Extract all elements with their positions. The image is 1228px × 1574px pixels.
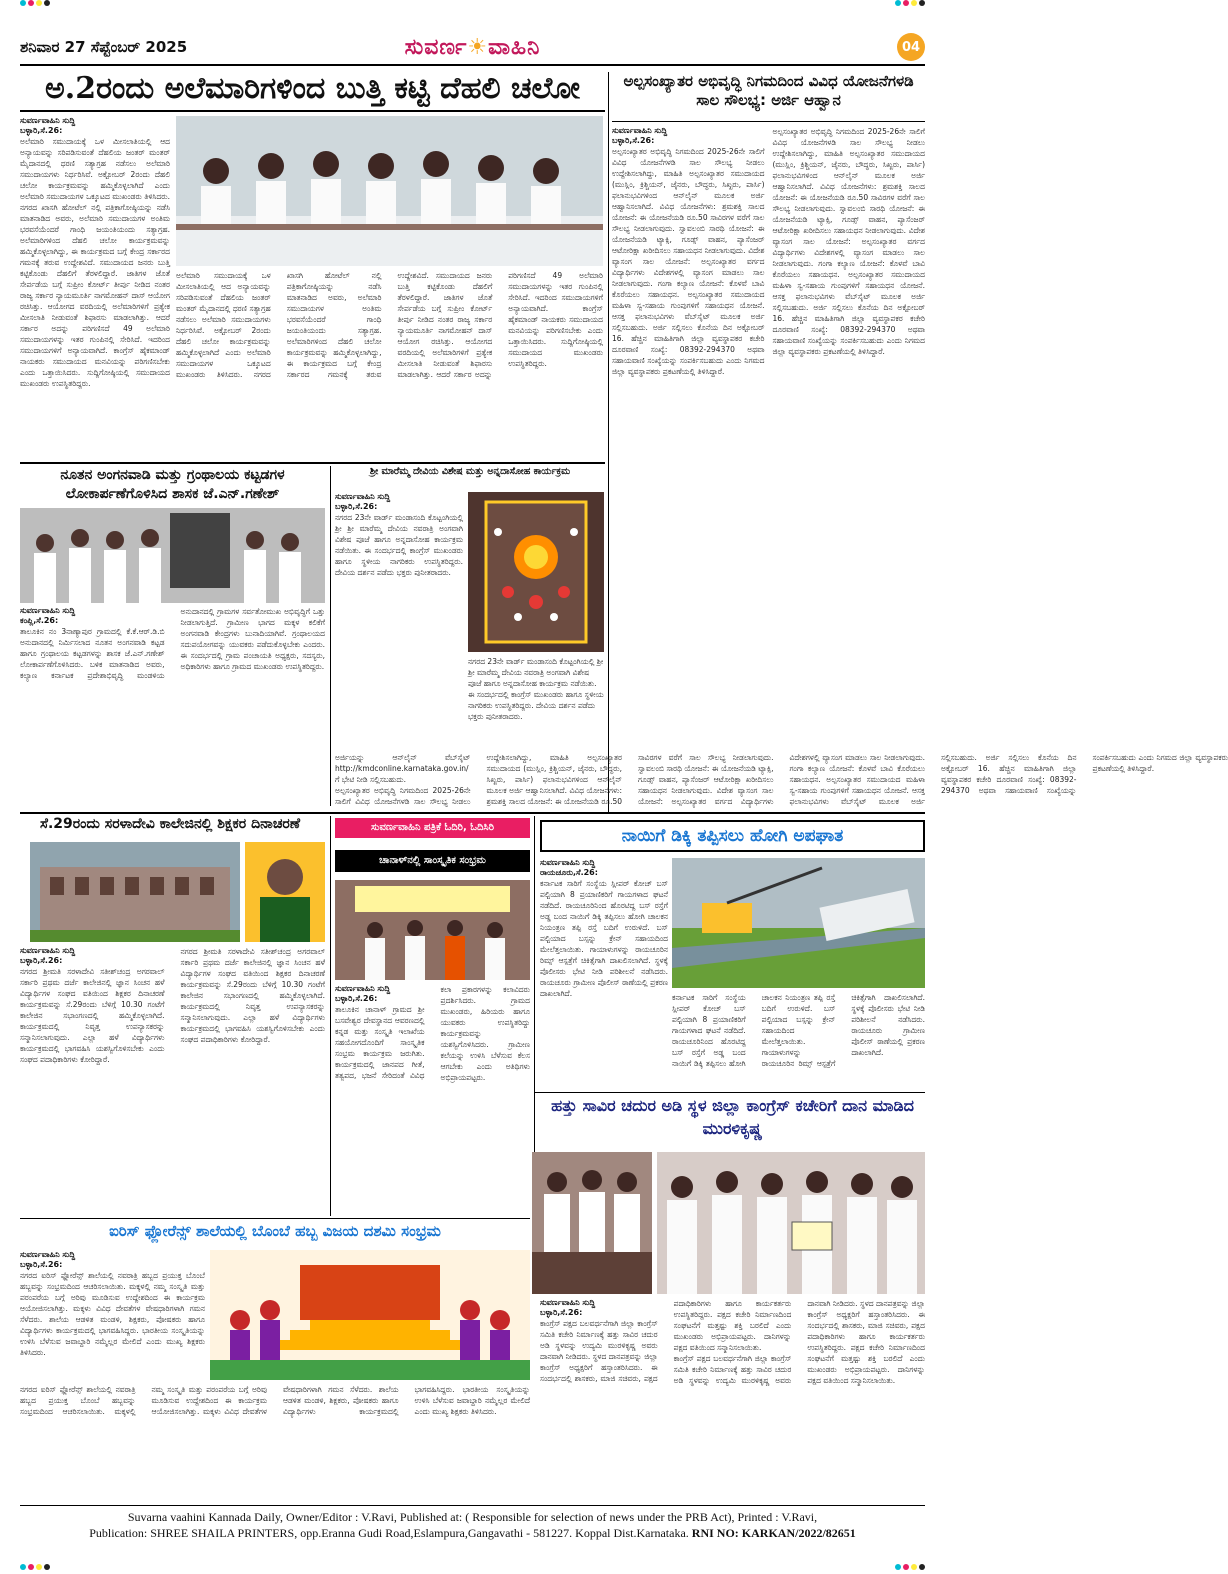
main-story-continued <box>176 270 603 460</box>
main-body-cont: ಅಲೆಮಾರಿ ಸಮುದಾಯಕ್ಕೆ ಒಳ ಮೀಸಲಾತಿಯಲ್ಲಿ ಆದ ಅನ್ಯಾಯವನ್ನು ಸರಿಪಡಿಸುವಂತೆ ದೆಹಲಿಯ ಜಂತರ್ ಮಂತರ್ ಮೈದಾನದಲ್ಲಿ ಧರಣಿ ಸತ್ಯಾಗ್ರಹ ನಡೆಸಲು ಅಲೆಮಾರಿ ಸಮುದಾಯಗಳು ನಿರ್ಧರಿಸಿವೆ. ಅಕ್ಟೋಬರ್ 2ರಂದು ದೆಹಲಿ ಚಲೋ ಕಾರ್ಯಕ್ರಮವನ್ನು ಹಮ್ಮಿಕೊಳ್ಳಲಾಗಿದೆ ಎಂದು ಅಲೆಮಾರಿ ಸಮುದಾಯಗಳ ಒಕ್ಕೂಟದ ಮುಖಂಡರು ತಿಳಿಸಿದರು. ನಗರದ ಖಾಸಗಿ ಹೋಟೆಲ್ ನಲ್ಲಿ ಪತ್ರಿಕಾಗೋಷ್ಠಿಯನ್ನು ನಡೆಸಿ ಮಾತನಾಡಿದ ಅವರು, ಅಲೆಮಾರಿ ಸಮುದಾಯಗಳ ಅಂತಿಮ ಭರವಸೆಯೆಂದರೆ ಗಾಂಧಿ ಜಯಂತಿಯಂದು ಸತ್ಯಾಗ್ರಹ. ಅಲೆಮಾರಿಗಳಿಂದ ದೆಹಲಿ ಚಲೋ ಕಾರ್ಯಕ್ರಮವನ್ನು ಹಮ್ಮಿಕೊಳ್ಳಲಾಗಿದ್ದು, ಈ ಕಾರ್ಯಕ್ರಮದ ಬಗ್ಗೆ ಕೇಂದ್ರ ಸರ್ಕಾರದ ಗಮನಕ್ಕೆ ತರುವ ಉದ್ದೇಶವಿದೆ. ಸಮುದಾಯದ ಜನರು ಬುತ್ತಿ ಕಟ್ಟಿಕೊಂಡು ದೆಹಲಿಗೆ ತೆರಳಲಿದ್ದಾರೆ. ಜಾತಿಗಳ ಜೊತೆ ಸೇರ್ಪಡೆಯ ಬಗ್ಗೆ ಸುಪ್ರೀಂ ಕೋರ್ಟ್ ತೀರ್ಪು ನೀಡಿದ ನಂತರ ರಾಜ್ಯ ಸರ್ಕಾರ ನ್ಯಾಯಮೂರ್ತಿ ನಾಗಮೋಹನ್ ದಾಸ್ ಆಯೋಗ ರಚಿಸಿತ್ತು. ಆಯೋಗದ ವರದಿಯಲ್ಲಿ ಅಲೆಮಾರಿಗಳಿಗೆ ಪ್ರತ್ಯೇಕ ಮೀಸಲಾತಿ ನೀಡುವಂತೆ ಶಿಫಾರಸು ಮಾಡಲಾಗಿತ್ತು. ಆದರೆ ಸರ್ಕಾರ ಅದನ್ನು ಪರಿಗಣಿಸದೆ 49 ಅಲೆಮಾರಿ ಸಮುದಾಯಗಳನ್ನು ಇತರ ಗುಂಪಿನಲ್ಲಿ ಸೇರಿಸಿದೆ. ಇದರಿಂದ ಸಮುದಾಯಗಳಿಗೆ ಅನ್ಯಾಯವಾಗಿದೆ. ಕಾಂಗ್ರೆಸ್ ಹೈಕಮಾಂಡ್ ನಾಯಕರು ಸಮುದಾಯದ ಮನವಿಯನ್ನು ಪರಿಗಣಿಸಬೇಕು ಎಂದು ಒತ್ತಾಯಿಸಿದರು. ಸುದ್ದಿಗೋಷ್ಠಿಯಲ್ಲಿ ಸಮುದಾಯದ ಮುಖಂಡರು ಉಪಸ್ಥಿತರಿದ್ದರು. <box>176 271 603 379</box>
dolls-headline-box <box>20 1220 530 1244</box>
loans-body-more: ಅಲ್ಪಸಂಖ್ಯಾತರ ಅಭಿವೃದ್ಧಿ ನಿಗಮದಿಂದ 2025-26ನೇ ಸಾಲಿಗೆ ವಿವಿಧ ಯೋಜನೆಗಳಡಿ ಸಾಲ ಸೌಲಭ್ಯ ನೀಡಲು ಉದ್ದೇಶಿಸಲಾಗಿದ್ದು, ಮಾಹಿತಿ ಅಲ್ಪಸಂಖ್ಯಾತರ ಸಮುದಾಯದ (ಮುಸ್ಲಿಂ, ಕ್ರಿಶ್ಚಿಯನ್, ಜೈನರು, ಬೌದ್ಧರು, ಸಿಖ್ಖರು, ಪಾರ್ಸಿ) ಫಲಾನುಭವಿಗಳಿಂದ ಆನ್‌ಲೈನ್ ಮೂಲಕ ಅರ್ಜಿ ಆಹ್ವಾನಿಸಲಾಗಿದೆ. ವಿವಿಧ ಯೋಜನೆಗಳು: ಶ್ರಮಶಕ್ತಿ ಸಾಲದ ಯೋಜನೆ: ಈ ಯೋಜನೆಯಡಿ ರೂ.50 ಸಾವಿರಗಳ ವರೆಗೆ ಸಾಲ ಸೌಲಭ್ಯ ನೀಡಲಾಗುವುದು. ಸ್ವಾವಲಂಬಿ ಸಾರಥಿ ಯೋಜನೆ: ಈ ಯೋಜನೆಯಡಿ ಟ್ಯಾಕ್ಸಿ, ಗೂಡ್ಸ್ ವಾಹನ, ಪ್ಯಾಸೆಂಜರ್ ಆಟೋರಿಕ್ಷಾ ಖರೀದಿಸಲು ಸಹಾಯಧನ ನೀಡಲಾಗುವುದು. ವಿದೇಶ ವ್ಯಾಸಂಗ ಸಾಲ ಯೋಜನೆ: ಅಲ್ಪಸಂಖ್ಯಾತರ ವರ್ಗದ ವಿದ್ಯಾರ್ಥಿಗಳು ವಿದೇಶಗಳಲ್ಲಿ ವ್ಯಾಸಂಗ ಮಾಡಲು ಸಾಲ ನೀಡಲಾಗುವುದು. ಗಂಗಾ ಕಲ್ಯಾಣ ಯೋಜನೆ: ಕೊಳವೆ ಬಾವಿ ಕೊರೆಯಲು ಸಹಾಯಧನ. ಅಲ್ಪಸಂಖ್ಯಾತರ ಸಮುದಾಯದ ಮಹಿಳಾ ಸ್ವ-ಸಹಾಯ ಗುಂಪುಗಳಿಗೆ ಸಹಾಯಧನ ಯೋಜನೆ. ಆಸಕ್ತ ಫಲಾನುಭವಿಗಳು ವೆಬ್‌ಸೈಟ್ ಮೂಲಕ ಅರ್ಜಿ ಸಲ್ಲಿಸಬಹುದು. ಅರ್ಜಿ ಸಲ್ಲಿಸಲು ಕೊನೆಯ ದಿನ ಅಕ್ಟೋಬರ್ 16. ಹೆಚ್ಚಿನ ಮಾಹಿತಿಗಾಗಿ ಜಿಲ್ಲಾ ವ್ಯವಸ್ಥಾಪಕರ ಕಚೇರಿ ದೂರವಾಣಿ ಸಂಖ್ಯೆ: 08392-294370 ಅಥವಾ ಸಹಾಯವಾಣಿ ಸಂಖ್ಯೆಯನ್ನು ಸಂಪರ್ಕಿಸಬಹುದು ಎಂದು ನಿಗಮದ ಜಿಲ್ಲಾ ವ್ಯವಸ್ಥಾಪಕರು ಪ್ರಕಟಣೆಯಲ್ಲಿ ತಿಳಿಸಿದ್ದಾರೆ. <box>772 127 925 356</box>
loans-story <box>612 126 925 748</box>
loans-dateline: ಬಳ್ಳಾರಿ,ಸೆ.26: <box>612 136 655 145</box>
speaker-portrait <box>245 842 325 942</box>
temple-body: ನಗರದ 23ನೇ ವಾರ್ಡ್ ಮಂಡಾಸಂದಿ ಕೊಟ್ಟಂಗಿಯಲ್ಲಿ ಶ್ರೀ ಶ್ರೀ ಮಾರೆಮ್ಮ ದೇವಿಯ ನವರಾತ್ರಿ ಅಂಗವಾಗಿ ವಿಶೇಷ ಪೂಜೆ ಹಾಗೂ ಅನ್ನದಾಸೋಹ ಕಾರ್ಯಕ್ರಮ ನಡೆಯಿತು. ಈ ಸಂದರ್ಭದಲ್ಲಿ ಕಾಂಗ್ರೆಸ್ ಮುಖಂಡರು ಹಾಗೂ ಸ್ಥಳೀಯ ನಾಗರಿಕರು ಉಪಸ್ಥಿತರಿದ್ದರು. ದೇವಿಯ ದರ್ಶನ ಪಡೆದು ಭಕ್ತರು ಪುನೀತರಾದರು. <box>335 513 463 577</box>
teachers-dateline: ಬಳ್ಳಾರಿ,ಸೆ.26: <box>20 956 63 965</box>
imprint-line-1: Suvarna vaahini Kannada Daily, Owner/Editor : V.Ravi, Published at: ( Responsible for selection of news under the PRB Act), Printed : V.Ravi, <box>127 1510 818 1524</box>
loans-headline-box <box>612 72 925 120</box>
main-headline: ಅ.2ರಂದು ಅಲೆಮಾರಿಗಳಿಂದ ಬುತ್ತಿ ಕಟ್ಟಿ ದೆಹಲಿ ಚಲೋ <box>45 71 580 106</box>
bus-accident-photo <box>672 858 925 988</box>
issue-date: ಶನಿವಾರ 27 ಸೆಪ್ಟೆಂಬರ್ 2025 <box>20 38 188 56</box>
loans-web-note: ಅರ್ಜಿಯನ್ನು ಆನ್‌ಲೈನ್ ವೆಬ್‌ಸೈಟ್ http://kmdconline.karnataka.gov.in/ ಗೆ ಭೇಟಿ ನೀಡಿ ಸಲ್ಲಿಸಬಹುದು. <box>335 753 471 784</box>
newspaper-logo <box>260 35 685 60</box>
donation-headline-box <box>540 1094 925 1146</box>
main-body: ಅಲೆಮಾರಿ ಸಮುದಾಯಕ್ಕೆ ಒಳ ಮೀಸಲಾತಿಯಲ್ಲಿ ಆದ ಅನ್ಯಾಯವನ್ನು ಸರಿಪಡಿಸುವಂತೆ ದೆಹಲಿಯ ಜಂತರ್ ಮಂತರ್ ಮೈದಾನದಲ್ಲಿ ಧರಣಿ ಸತ್ಯಾಗ್ರಹ ನಡೆಸಲು ಅಲೆಮಾರಿ ಸಮುದಾಯಗಳು ನಿರ್ಧರಿಸಿವೆ. ಅಕ್ಟೋಬರ್ 2ರಂದು ದೆಹಲಿ ಚಲೋ ಕಾರ್ಯಕ್ರಮವನ್ನು ಹಮ್ಮಿಕೊಳ್ಳಲಾಗಿದೆ ಎಂದು ಅಲೆಮಾರಿ ಸಮುದಾಯಗಳ ಒಕ್ಕೂಟದ ಮುಖಂಡರು ತಿಳಿಸಿದರು. ನಗರದ ಖಾಸಗಿ ಹೋಟೆಲ್ ನಲ್ಲಿ ಪತ್ರಿಕಾಗೋಷ್ಠಿಯನ್ನು ನಡೆಸಿ ಮಾತನಾಡಿದ ಅವರು, ಅಲೆಮಾರಿ ಸಮುದಾಯಗಳ ಅಂತಿಮ ಭರವಸೆಯೆಂದರೆ ಗಾಂಧಿ ಜಯಂತಿಯಂದು ಸತ್ಯಾಗ್ರಹ. ಅಲೆಮಾರಿಗಳಿಂದ ದೆಹಲಿ ಚಲೋ ಕಾರ್ಯಕ್ರಮವನ್ನು ಹಮ್ಮಿಕೊಳ್ಳಲಾಗಿದ್ದು, ಈ ಕಾರ್ಯಕ್ರಮದ ಬಗ್ಗೆ ಕೇಂದ್ರ ಸರ್ಕಾರದ ಗಮನಕ್ಕೆ ತರುವ ಉದ್ದೇಶವಿದೆ. ಸಮುದಾಯದ ಜನರು ಬುತ್ತಿ ಕಟ್ಟಿಕೊಂಡು ದೆಹಲಿಗೆ ತೆರಳಲಿದ್ದಾರೆ. ಜಾತಿಗಳ ಜೊತೆ ಸೇರ್ಪಡೆಯ ಬಗ್ಗೆ ಸುಪ್ರೀಂ ಕೋರ್ಟ್ ತೀರ್ಪು ನೀಡಿದ ನಂತರ ರಾಜ್ಯ ಸರ್ಕಾರ ನ್ಯಾಯಮೂರ್ತಿ ನಾಗಮೋಹನ್ ದಾಸ್ ಆಯೋಗ ರಚಿಸಿತ್ತು. ಆಯೋಗದ ವರದಿಯಲ್ಲಿ ಅಲೆಮಾರಿಗಳಿಗೆ ಪ್ರತ್ಯೇಕ ಮೀಸಲಾತಿ ನೀಡುವಂತೆ ಶಿಫಾರಸು ಮಾಡಲಾಗಿತ್ತು. ಆದರೆ ಸರ್ಕಾರ ಅದನ್ನು ಪರಿಗಣಿಸದೆ 49 ಅಲೆಮಾರಿ ಸಮುದಾಯಗಳನ್ನು ಇತರ ಗುಂಪಿನಲ್ಲಿ ಸೇರಿಸಿದೆ. ಇದರಿಂದ ಸಮುದಾಯಗಳಿಗೆ ಅನ್ಯಾಯವಾಗಿದೆ. ಕಾಂಗ್ರೆಸ್ ಹೈಕಮಾಂಡ್ ನಾಯಕರು ಸಮುದಾಯದ ಮನವಿಯನ್ನು ಪರಿಗಣಿಸಬೇಕು ಎಂದು ಒತ್ತಾಯಿಸಿದರು. ಸುದ್ದಿಗೋಷ್ಠಿಯಲ್ಲಿ ಸಮುದಾಯದ ಮುಖಂಡರು ಉಪಸ್ಥಿತರಿದ್ದರು. <box>20 137 170 388</box>
logo-text-right: ವಾಹಿನಿ <box>488 34 541 60</box>
donation-body-more: ಕಾಂಗ್ರೆಸ್ ಪಕ್ಷದ ಬಲವರ್ಧನೆಗಾಗಿ ಜಿಲ್ಲಾ ಕಾಂಗ್ರೆಸ್ ಸಮಿತಿ ಕಚೇರಿ ನಿರ್ಮಾಣಕ್ಕೆ ಹತ್ತು ಸಾವಿರ ಚದುರ ಅಡಿ ಸ್ಥಳವನ್ನು ಉದ್ಯಮಿ ಮುರಳಿಕೃಷ್ಣ ಅವರು ದಾನವಾಗಿ ನೀಡಿದರು. ಸ್ಥಳದ ದಾನಪತ್ರವನ್ನು ಜಿಲ್ಲಾ ಕಾಂಗ್ರೆಸ್ ಅಧ್ಯಕ್ಷರಿಗೆ ಹಸ್ತಾಂತರಿಸಿದರು. ಈ ಸಂದರ್ಭದಲ್ಲಿ ಶಾಸಕರು, ಮಾಜಿ ಸಚಿವರು, ಪಕ್ಷದ ಪದಾಧಿಕಾರಿಗಳು ಹಾಗೂ ಕಾರ್ಯಕರ್ತರು ಉಪಸ್ಥಿತರಿದ್ದರು. ಪಕ್ಷದ ಕಚೇರಿ ನಿರ್ಮಾಣದಿಂದ ಸಂಘಟನೆಗೆ ಮತ್ತಷ್ಟು ಶಕ್ತಿ ಬರಲಿದೆ ಎಂದು ಮುಖಂಡರು ಅಭಿಪ್ರಾಯಪಟ್ಟರು. ದಾನಿಗಳನ್ನು ಪಕ್ಷದ ವತಿಯಿಂದ ಸನ್ಮಾನಿಸಲಾಯಿತು. <box>673 1299 925 1385</box>
loans-story-tail <box>335 752 1228 812</box>
chanal-story <box>335 984 530 1216</box>
chanal-dateline: ಬಳ್ಳಾರಿ,ಸೆ.26: <box>335 994 378 1003</box>
teachers-body: ನಗರದ ಶ್ರೀಮತಿ ಸರಳಾದೇವಿ ಸತೀಶ್‌ಚಂದ್ರ ಅಗರವಾಲ್ ಸರ್ಕಾರಿ ಪ್ರಥಮ ದರ್ಜೆ ಕಾಲೇಜಿನಲ್ಲಿ ಜ್ಞಾನ ಸಿಂಚನ ಹಳೆ ವಿದ್ಯಾರ್ಥಿಗಳ ಸಂಘದ ವತಿಯಿಂದ ಶಿಕ್ಷಕರ ದಿನಾಚರಣೆ ಕಾರ್ಯಕ್ರಮವನ್ನು ಸೆ.29ರಂದು ಬೆಳಿಗ್ಗೆ 10.30 ಗಂಟೆಗೆ ಕಾಲೇಜಿನ ಸಭಾಂಗಣದಲ್ಲಿ ಹಮ್ಮಿಕೊಳ್ಳಲಾಗಿದೆ. ಕಾರ್ಯಕ್ರಮದಲ್ಲಿ ನಿವೃತ್ತ ಉಪನ್ಯಾಸಕರನ್ನು ಸನ್ಮಾನಿಸಲಾಗುವುದು. ಎಲ್ಲಾ ಹಳೆ ವಿದ್ಯಾರ್ಥಿಗಳು ಕಾರ್ಯಕ್ರಮದಲ್ಲಿ ಭಾಗವಹಿಸಿ ಯಶಸ್ವಿಗೊಳಿಸಬೇಕು ಎಂದು ಸಂಘದ ಪದಾಧಿಕಾರಿಗಳು ಕೋರಿದ್ದಾರೆ. <box>20 967 165 1064</box>
accident-story-cont <box>672 992 925 1088</box>
loans-headline: ಅಲ್ಪಸಂಖ್ಯಾತರ ಅಭಿವೃದ್ಧಿ ನಿಗಮದಿಂದ ವಿವಿಧ ಯೋಜನೆಗಳಡಿ ಸಾಲ ಸೌಲಭ್ಯ: ಅರ್ಜಿ ಆಹ್ವಾನ <box>623 72 914 109</box>
temple-deity-photo <box>468 492 604 652</box>
dolls-headline: ಐರಿಸ್ ಫ್ಲೋರೆನ್ಸ್ ಶಾಲೆಯಲ್ಲಿ ಬೊಂಬೆ ಹಬ್ಬ ವಿಜಯ ದಶಮಿ ಸಂಭ್ರಮ <box>109 1222 441 1240</box>
donation-photo-left <box>532 1152 652 1294</box>
dolls-story-bottom <box>20 1384 530 1502</box>
masthead <box>20 30 925 66</box>
main-story-col1 <box>20 116 170 460</box>
loans-body: ಅಲ್ಪಸಂಖ್ಯಾತರ ಅಭಿವೃದ್ಧಿ ನಿಗಮದಿಂದ 2025-26ನೇ ಸಾಲಿಗೆ ವಿವಿಧ ಯೋಜನೆಗಳಡಿ ಸಾಲ ಸೌಲಭ್ಯ ನೀಡಲು ಉದ್ದೇಶಿಸಲಾಗಿದ್ದು, ಮಾಹಿತಿ ಅಲ್ಪಸಂಖ್ಯಾತರ ಸಮುದಾಯದ (ಮುಸ್ಲಿಂ, ಕ್ರಿಶ್ಚಿಯನ್, ಜೈನರು, ಬೌದ್ಧರು, ಸಿಖ್ಖರು, ಪಾರ್ಸಿ) ಫಲಾನುಭವಿಗಳಿಂದ ಆನ್‌ಲೈನ್ ಮೂಲಕ ಅರ್ಜಿ ಆಹ್ವಾನಿಸಲಾಗಿದೆ. ವಿವಿಧ ಯೋಜನೆಗಳು: ಶ್ರಮಶಕ್ತಿ ಸಾಲದ ಯೋಜನೆ: ಈ ಯೋಜನೆಯಡಿ ರೂ.50 ಸಾವಿರಗಳ ವರೆಗೆ ಸಾಲ ಸೌಲಭ್ಯ ನೀಡಲಾಗುವುದು. ಸ್ವಾವಲಂಬಿ ಸಾರಥಿ ಯೋಜನೆ: ಈ ಯೋಜನೆಯಡಿ ಟ್ಯಾಕ್ಸಿ, ಗೂಡ್ಸ್ ವಾಹನ, ಪ್ಯಾಸೆಂಜರ್ ಆಟೋರಿಕ್ಷಾ ಖರೀದಿಸಲು ಸಹಾಯಧನ ನೀಡಲಾಗುವುದು. ವಿದೇಶ ವ್ಯಾಸಂಗ ಸಾಲ ಯೋಜನೆ: ಅಲ್ಪಸಂಖ್ಯಾತರ ವರ್ಗದ ವಿದ್ಯಾರ್ಥಿಗಳು ವಿದೇಶಗಳಲ್ಲಿ ವ್ಯಾಸಂಗ ಮಾಡಲು ಸಾಲ ನೀಡಲಾಗುವುದು. ಗಂಗಾ ಕಲ್ಯಾಣ ಯೋಜನೆ: ಕೊಳವೆ ಬಾವಿ ಕೊರೆಯಲು ಸಹಾಯಧನ. ಅಲ್ಪಸಂಖ್ಯಾತರ ಸಮುದಾಯದ ಮಹಿಳಾ ಸ್ವ-ಸಹಾಯ ಗುಂಪುಗಳಿಗೆ ಸಹಾಯಧನ ಯೋಜನೆ. ಆಸಕ್ತ ಫಲಾನುಭವಿಗಳು ವೆಬ್‌ಸೈಟ್ ಮೂಲಕ ಅರ್ಜಿ ಸಲ್ಲಿಸಬಹುದು. ಅರ್ಜಿ ಸಲ್ಲಿಸಲು ಕೊನೆಯ ದಿನ ಅಕ್ಟೋಬರ್ 16. ಹೆಚ್ಚಿನ ಮಾಹಿತಿಗಾಗಿ ಜಿಲ್ಲಾ ವ್ಯವಸ್ಥಾಪಕರ ಕಚೇರಿ ದೂರವಾಣಿ ಸಂಖ್ಯೆ: 08392-294370 ಅಥವಾ ಸಹಾಯವಾಣಿ ಸಂಖ್ಯೆಯನ್ನು ಸಂಪರ್ಕಿಸಬಹುದು ಎಂದು ನಿಗಮದ ಜಿಲ್ಲಾ ವ್ಯವಸ್ಥಾಪಕರು ಪ್ರಕಟಣೆಯಲ್ಲಿ ತಿಳಿಸಿದ್ದಾರೆ. <box>612 147 765 376</box>
accident-body: ಕರ್ನಾಟಕ ಸಾರಿಗೆ ಸಂಸ್ಥೆಯ ಸ್ಲೀಪರ್ ಕೋಚ್ ಬಸ್ ಪಲ್ಟಿಯಾಗಿ 8 ಪ್ರಯಾಣಿಕರಿಗೆ ಗಾಯಗಳಾದ ಘಟನೆ ನಡೆದಿದೆ. ರಾಯಚೂರಿನಿಂದ ಹೊರಟಿದ್ದ ಬಸ್ ರಸ್ತೆಗೆ ಅಡ್ಡ ಬಂದ ನಾಯಿಗೆ ಡಿಕ್ಕಿ ತಪ್ಪಿಸಲು ಹೋಗಿ ಚಾಲಕನ ನಿಯಂತ್ರಣ ತಪ್ಪಿ ರಸ್ತೆ ಬದಿಗೆ ಉರುಳಿದೆ. ಬಸ್ ಪಲ್ಟಿಯಾದ ಬಸ್ಸನ್ನು ಕ್ರೇನ್ ಸಹಾಯದಿಂದ ಮೇಲೆತ್ತಲಾಯಿತು. ಗಾಯಾಳುಗಳನ್ನು ರಾಯಚೂರಿನ ರಿಮ್ಸ್ ಆಸ್ಪತ್ರೆಗೆ ಚಿಕಿತ್ಸೆಗಾಗಿ ದಾಖಲಿಸಲಾಗಿದೆ. ಸ್ಥಳಕ್ಕೆ ಪೊಲೀಸರು ಭೇಟಿ ನೀಡಿ ಪರಿಶೀಲನೆ ನಡೆಸಿದರು. ರಾಯಚೂರು ಗ್ರಾಮೀಣ ಪೊಲೀಸ್ ಠಾಣೆಯಲ್ಲಿ ಪ್ರಕರಣ ದಾಖಲಾಗಿದೆ. <box>540 879 668 998</box>
accident-story <box>540 858 668 1088</box>
registration-marks-top <box>0 0 945 10</box>
anganwadi-headline-box <box>20 466 325 506</box>
main-credit: ಸುವರ್ಣವಾಹಿನಿ ಸುದ್ದಿ <box>20 116 76 125</box>
main-dateline: ಬಳ್ಳಾರಿ,ಸೆ.26: <box>20 126 63 135</box>
chanal-credit: ಸುವರ್ಣವಾಹಿನಿ ಸುದ್ದಿ <box>335 984 391 993</box>
main-headline-box <box>20 72 605 110</box>
promo-banner: ಸುವರ್ಣವಾಹಿನಿ ಪತ್ರಿಕೆ ಓದಿರಿ, ಓದಿಸಿರಿ <box>335 818 530 838</box>
temple-caption-text: ನಗರದ 23ನೇ ವಾರ್ಡ್ ಮಂಡಾಸಂದಿ ಕೊಟ್ಟಂಗಿಯಲ್ಲಿ ಶ್ರೀ ಶ್ರೀ ಮಾರೆಮ್ಮ ದೇವಿಯ ನವರಾತ್ರಿ ಅಂಗವಾಗಿ ವಿಶೇಷ ಪೂಜೆ ಹಾಗೂ ಅನ್ನದಾಸೋಹ ಕಾರ್ಯಕ್ರಮ ನಡೆಯಿತು. ಈ ಸಂದರ್ಭದಲ್ಲಿ ಕಾಂಗ್ರೆಸ್ ಮುಖಂಡರು ಹಾಗೂ ಸ್ಥಳೀಯ ನಾಗರಿಕರು ಉಪಸ್ಥಿತರಿದ್ದರು. ದೇವಿಯ ದರ್ಶನ ಪಡೆದು ಭಕ್ತರು ಪುನೀತರಾದರು. <box>468 657 604 721</box>
anganwadi-body: ತಾಲೂಕಿನ ನಂ 3ನಾಣ್ಯಾಪುರ ಗ್ರಾಮದಲ್ಲಿ ಕೆ.ಕೆ.ಆರ್.ಡಿ.ಬಿ ಅನುದಾನದಲ್ಲಿ ನಿರ್ಮಿಸಲಾದ ನೂತನ ಅಂಗನವಾಡಿ ಕಟ್ಟಡ ಹಾಗೂ ಗ್ರಂಥಾಲಯ ಕಟ್ಟಡಗಳನ್ನು ಶಾಸಕ ಜೆ.ಎನ್.ಗಣೇಶ್ ಲೋಕಾರ್ಪಣೆಗೊಳಿಸಿದರು. ಬಳಿಕ ಮಾತನಾಡಿದ ಅವರು, ಕಲ್ಯಾಣ ಕರ್ನಾಟಕ ಪ್ರದೇಶಾಭಿವೃದ್ಧಿ ಮಂಡಳಿಯ ಅನುದಾನದಲ್ಲಿ ಗ್ರಾಮಗಳ ಸರ್ವತೋಮುಖ ಅಭಿವೃದ್ಧಿಗೆ ಒತ್ತು ನೀಡಲಾಗುತ್ತಿದೆ. ಗ್ರಾಮೀಣ ಭಾಗದ ಮಕ್ಕಳ ಕಲಿಕೆಗೆ ಅಂಗನವಾಡಿ ಕೇಂದ್ರಗಳು ಬುನಾದಿಯಾಗಿವೆ. ಗ್ರಂಥಾಲಯದ ಸದುಪಯೋಗವನ್ನು ಯುವಕರು ಪಡೆದುಕೊಳ್ಳಬೇಕು ಎಂದರು. ಈ ಸಂದರ್ಭದಲ್ಲಿ ಗ್ರಾಮ ಪಂಚಾಯತಿ ಅಧ್ಯಕ್ಷರು, ಸದಸ್ಯರು, ಅಧಿಕಾರಿಗಳು ಹಾಗೂ ಗ್ರಾಮದ ಮುಖಂಡರು ಉಪಸ್ಥಿತರಿದ್ದರು. <box>20 607 325 680</box>
dolls-body: ನಗರದ ಐರಿಸ್ ಫ್ಲೋರೆನ್ಸ್ ಶಾಲೆಯಲ್ಲಿ ನವರಾತ್ರಿ ಹಬ್ಬದ ಪ್ರಯುಕ್ತ ಬೊಂಬೆ ಹಬ್ಬವನ್ನು ಸಂಭ್ರಮದಿಂದ ಆಚರಿಸಲಾಯಿತು. ಮಕ್ಕಳಲ್ಲಿ ನಮ್ಮ ಸಂಸ್ಕೃತಿ ಮತ್ತು ಪರಂಪರೆಯ ಬಗ್ಗೆ ಅರಿವು ಮೂಡಿಸುವ ಉದ್ದೇಶದಿಂದ ಈ ಕಾರ್ಯಕ್ರಮ ಆಯೋಜಿಸಲಾಗಿತ್ತು. ಮಕ್ಕಳು ವಿವಿಧ ದೇವತೆಗಳ ವೇಷಧಾರಿಗಳಾಗಿ ಗಮನ ಸೆಳೆದರು. ಶಾಲೆಯ ಆಡಳಿತ ಮಂಡಳಿ, ಶಿಕ್ಷಕರು, ಪೋಷಕರು ಹಾಗೂ ವಿದ್ಯಾರ್ಥಿಗಳು ಕಾರ್ಯಕ್ರಮದಲ್ಲಿ ಭಾಗವಹಿಸಿದ್ದರು. ಭಾರತೀಯ ಸಂಸ್ಕೃತಿಯನ್ನು ಉಳಿಸಿ ಬೆಳೆಸುವ ಜವಾಬ್ದಾರಿ ನಮ್ಮೆಲ್ಲರ ಮೇಲಿದೆ ಎಂದು ಮುಖ್ಯ ಶಿಕ್ಷಕರು ತಿಳಿಸಿದರು. <box>20 1271 205 1357</box>
teachers-headline-box <box>20 816 320 838</box>
press-meet-photo <box>176 116 603 266</box>
logo-text-left: ಸುವರ್ಣ <box>404 34 468 60</box>
teachers-story <box>20 946 325 1216</box>
imprint-line-2: Publication: SHREE SHAILA PRINTERS, opp.Eranna Gudi Road,Eslampura,Gangavathi - 581227. Koppal Dist.Karnataka. <box>89 1526 689 1540</box>
cultural-event-photo <box>335 880 530 980</box>
anganwadi-story <box>20 606 325 806</box>
accident-credit: ಸುವರ್ಣವಾಹಿನಿ ಸುದ್ದಿ <box>540 858 596 867</box>
college-building-photo <box>30 842 240 942</box>
anganwadi-photo <box>20 508 325 603</box>
temple-dateline: ಬಳ್ಳಾರಿ,ಸೆ.26: <box>335 502 378 511</box>
chanal-body: ತಾಲೂಕಿನ ಚಾನಾಳ್ ಗ್ರಾಮದ ಶ್ರೀ ಬಸವೇಶ್ವರ ದೇವಸ್ಥಾನದ ಆವರಣದಲ್ಲಿ ಕನ್ನಡ ಮತ್ತು ಸಂಸ್ಕೃತಿ ಇಲಾಖೆಯ ಸಹಯೋಗದೊಂದಿಗೆ ಸಾಂಸ್ಕೃತಿಕ ಸಂಭ್ರಮ ಕಾರ್ಯಕ್ರಮ ಜರುಗಿತು. ಕಾರ್ಯಕ್ರಮದಲ್ಲಿ ಜಾನಪದ ಗೀತೆ, ತತ್ವಪದ, ಭಜನೆ ಸೇರಿದಂತೆ ವಿವಿಧ ಕಲಾ ಪ್ರಕಾರಗಳನ್ನು ಕಲಾವಿದರು ಪ್ರದರ್ಶಿಸಿದರು. ಗ್ರಾಮದ ಮುಖಂಡರು, ಹಿರಿಯರು ಹಾಗೂ ಯುವಕರು ಉಪಸ್ಥಿತರಿದ್ದು ಕಾರ್ಯಕ್ರಮವನ್ನು ಯಶಸ್ವಿಗೊಳಿಸಿದರು. ಗ್ರಾಮೀಣ ಕಲೆಯನ್ನು ಉಳಿಸಿ ಬೆಳೆಸುವ ಕೆಲಸ ಆಗಬೇಕು ಎಂದು ಅತಿಥಿಗಳು ಅಭಿಪ್ರಾಯಪಟ್ಟರು. <box>335 985 530 1082</box>
temple-headline-box <box>335 466 605 490</box>
chanal-headline: ಚಾನಾಳ್‌ನಲ್ಲಿ ಸಾಂಸ್ಕೃತಿಕ ಸಂಭ್ರಮ <box>379 855 486 866</box>
teachers-headline: ಸೆ.29ರಂದು ಸರಳಾದೇವಿ ಕಾಲೇಜಿನಲ್ಲಿ ಶಿಕ್ಷಕರ ದಿನಾಚರಣೆ <box>39 816 301 832</box>
loans-body-tail: ಅಲ್ಪಸಂಖ್ಯಾತರ ಅಭಿವೃದ್ಧಿ ನಿಗಮದಿಂದ 2025-26ನೇ ಸಾಲಿಗೆ ವಿವಿಧ ಯೋಜನೆಗಳಡಿ ಸಾಲ ಸೌಲಭ್ಯ ನೀಡಲು ಉದ್ದೇಶಿಸಲಾಗಿದ್ದು, ಮಾಹಿತಿ ಅಲ್ಪಸಂಖ್ಯಾತರ ಸಮುದಾಯದ (ಮುಸ್ಲಿಂ, ಕ್ರಿಶ್ಚಿಯನ್, ಜೈನರು, ಬೌದ್ಧರು, ಸಿಖ್ಖರು, ಪಾರ್ಸಿ) ಫಲಾನುಭವಿಗಳಿಂದ ಆನ್‌ಲೈನ್ ಮೂಲಕ ಅರ್ಜಿ ಆಹ್ವಾನಿಸಲಾಗಿದೆ. ವಿವಿಧ ಯೋಜನೆಗಳು: ಶ್ರಮಶಕ್ತಿ ಸಾಲದ ಯೋಜನೆ: ಈ ಯೋಜನೆಯಡಿ ರೂ.50 ಸಾವಿರಗಳ ವರೆಗೆ ಸಾಲ ಸೌಲಭ್ಯ ನೀಡಲಾಗುವುದು. ಸ್ವಾವಲಂಬಿ ಸಾರಥಿ ಯೋಜನೆ: ಈ ಯೋಜನೆಯಡಿ ಟ್ಯಾಕ್ಸಿ, ಗೂಡ್ಸ್ ವಾಹನ, ಪ್ಯಾಸೆಂಜರ್ ಆಟೋರಿಕ್ಷಾ ಖರೀದಿಸಲು ಸಹಾಯಧನ ನೀಡಲಾಗುವುದು. ವಿದೇಶ ವ್ಯಾಸಂಗ ಸಾಲ ಯೋಜನೆ: ಅಲ್ಪಸಂಖ್ಯಾತರ ವರ್ಗದ ವಿದ್ಯಾರ್ಥಿಗಳು ವಿದೇಶಗಳಲ್ಲಿ ವ್ಯಾಸಂಗ ಮಾಡಲು ಸಾಲ ನೀಡಲಾಗುವುದು. ಗಂಗಾ ಕಲ್ಯಾಣ ಯೋಜನೆ: ಕೊಳವೆ ಬಾವಿ ಕೊರೆಯಲು ಸಹಾಯಧನ. ಅಲ್ಪಸಂಖ್ಯಾತರ ಸಮುದಾಯದ ಮಹಿಳಾ ಸ್ವ-ಸಹಾಯ ಗುಂಪುಗಳಿಗೆ ಸಹಾಯಧನ ಯೋಜನೆ. ಆಸಕ್ತ ಫಲಾನುಭವಿಗಳು ವೆಬ್‌ಸೈಟ್ ಮೂಲಕ ಅರ್ಜಿ ಸಲ್ಲಿಸಬಹುದು. ಅರ್ಜಿ ಸಲ್ಲಿಸಲು ಕೊನೆಯ ದಿನ ಅಕ್ಟೋಬರ್ 16. ಹೆಚ್ಚಿನ ಮಾಹಿತಿಗಾಗಿ ಜಿಲ್ಲಾ ವ್ಯವಸ್ಥಾಪಕರ ಕಚೇರಿ ದೂರವಾಣಿ ಸಂಖ್ಯೆ: 08392-294370 ಅಥವಾ ಸಹಾಯವಾಣಿ ಸಂಖ್ಯೆಯನ್ನು ಸಂಪರ್ಕಿಸಬಹುದು ಎಂದು ನಿಗಮದ ಜಿಲ್ಲಾ ವ್ಯವಸ್ಥಾಪಕರು ಪ್ರಕಟಣೆಯಲ್ಲಿ ತಿಳಿಸಿದ್ದಾರೆ. <box>335 753 1228 806</box>
donation-headline: ಹತ್ತು ಸಾವಿರ ಚದುರ ಅಡಿ ಸ್ಥಳ ಜಿಲ್ಲಾ ಕಾಂಗ್ರೆಸ್ ಕಚೇರಿಗೆ ದಾನ ಮಾಡಿದ ಮುರಳಿಕೃಷ್ಣ <box>551 1096 914 1138</box>
anganwadi-credit: ಸುವರ್ಣವಾಹಿನಿ ಸುದ್ದಿ <box>20 606 76 615</box>
temple-headline: ಶ್ರೀ ಮಾರೆಮ್ಮ ದೇವಿಯ ವಿಶೇಷ ಮತ್ತು ಅನ್ನದಾಸೋಹ ಕಾರ್ಯಕ್ರಮ <box>369 466 571 477</box>
donation-credit: ಸುವರ್ಣವಾಹಿನಿ ಸುದ್ದಿ <box>540 1298 596 1307</box>
accident-headline-box <box>540 820 925 852</box>
loans-credit: ಸುವರ್ಣವಾಹಿನಿ ಸುದ್ದಿ <box>612 126 668 135</box>
temple-credit: ಸುವರ್ಣವಾಹಿನಿ ಸುದ್ದಿ <box>335 492 391 501</box>
doll-festival-photo <box>210 1250 530 1380</box>
logo-sun-icon: ☀ <box>467 34 489 60</box>
temple-caption <box>468 656 604 721</box>
temple-story <box>335 492 463 687</box>
accident-dateline: ರಾಯಚೂರು,ಸೆ.26: <box>540 868 598 877</box>
dolls-credit: ಸುವರ್ಣವಾಹಿನಿ ಸುದ್ದಿ <box>20 1250 76 1259</box>
page-number: 04 <box>897 33 925 61</box>
chanal-headline-box <box>335 850 530 872</box>
accident-body-cont: ಕರ್ನಾಟಕ ಸಾರಿಗೆ ಸಂಸ್ಥೆಯ ಸ್ಲೀಪರ್ ಕೋಚ್ ಬಸ್ ಪಲ್ಟಿಯಾಗಿ 8 ಪ್ರಯಾಣಿಕರಿಗೆ ಗಾಯಗಳಾದ ಘಟನೆ ನಡೆದಿದೆ. ರಾಯಚೂರಿನಿಂದ ಹೊರಟಿದ್ದ ಬಸ್ ರಸ್ತೆಗೆ ಅಡ್ಡ ಬಂದ ನಾಯಿಗೆ ಡಿಕ್ಕಿ ತಪ್ಪಿಸಲು ಹೋಗಿ ಚಾಲಕನ ನಿಯಂತ್ರಣ ತಪ್ಪಿ ರಸ್ತೆ ಬದಿಗೆ ಉರುಳಿದೆ. ಬಸ್ ಪಲ್ಟಿಯಾದ ಬಸ್ಸನ್ನು ಕ್ರೇನ್ ಸಹಾಯದಿಂದ ಮೇಲೆತ್ತಲಾಯಿತು. ಗಾಯಾಳುಗಳನ್ನು ರಾಯಚೂರಿನ ರಿಮ್ಸ್ ಆಸ್ಪತ್ರೆಗೆ ಚಿಕಿತ್ಸೆಗಾಗಿ ದಾಖಲಿಸಲಾಗಿದೆ. ಸ್ಥಳಕ್ಕೆ ಪೊಲೀಸರು ಭೇಟಿ ನೀಡಿ ಪರಿಶೀಲನೆ ನಡೆಸಿದರು. ರಾಯಚೂರು ಗ್ರಾಮೀಣ ಪೊಲೀಸ್ ಠಾಣೆಯಲ್ಲಿ ಪ್ರಕರಣ ದಾಖಲಾಗಿದೆ. <box>672 993 925 1068</box>
teachers-body-more: ನಗರದ ಶ್ರೀಮತಿ ಸರಳಾದೇವಿ ಸತೀಶ್‌ಚಂದ್ರ ಅಗರವಾಲ್ ಸರ್ಕಾರಿ ಪ್ರಥಮ ದರ್ಜೆ ಕಾಲೇಜಿನಲ್ಲಿ ಜ್ಞಾನ ಸಿಂಚನ ಹಳೆ ವಿದ್ಯಾರ್ಥಿಗಳ ಸಂಘದ ವತಿಯಿಂದ ಶಿಕ್ಷಕರ ದಿನಾಚರಣೆ ಕಾರ್ಯಕ್ರಮವನ್ನು ಸೆ.29ರಂದು ಬೆಳಿಗ್ಗೆ 10.30 ಗಂಟೆಗೆ ಕಾಲೇಜಿನ ಸಭಾಂಗಣದಲ್ಲಿ ಹಮ್ಮಿಕೊಳ್ಳಲಾಗಿದೆ. ಕಾರ್ಯಕ್ರಮದಲ್ಲಿ ನಿವೃತ್ತ ಉಪನ್ಯಾಸಕರನ್ನು ಸನ್ಮಾನಿಸಲಾಗುವುದು. ಎಲ್ಲಾ ಹಳೆ ವಿದ್ಯಾರ್ಥಿಗಳು ಕಾರ್ಯಕ್ರಮದಲ್ಲಿ ಭಾಗವಹಿಸಿ ಯಶಸ್ವಿಗೊಳಿಸಬೇಕು ಎಂದು ಸಂಘದ ಪದಾಧಿಕಾರಿಗಳು ಕೋರಿದ್ದಾರೆ. <box>180 947 325 1044</box>
dolls-body-cont: ನಗರದ ಐರಿಸ್ ಫ್ಲೋರೆನ್ಸ್ ಶಾಲೆಯಲ್ಲಿ ನವರಾತ್ರಿ ಹಬ್ಬದ ಪ್ರಯುಕ್ತ ಬೊಂಬೆ ಹಬ್ಬವನ್ನು ಸಂಭ್ರಮದಿಂದ ಆಚರಿಸಲಾಯಿತು. ಮಕ್ಕಳಲ್ಲಿ ನಮ್ಮ ಸಂಸ್ಕೃತಿ ಮತ್ತು ಪರಂಪರೆಯ ಬಗ್ಗೆ ಅರಿವು ಮೂಡಿಸುವ ಉದ್ದೇಶದಿಂದ ಈ ಕಾರ್ಯಕ್ರಮ ಆಯೋಜಿಸಲಾಗಿತ್ತು. ಮಕ್ಕಳು ವಿವಿಧ ದೇವತೆಗಳ ವೇಷಧಾರಿಗಳಾಗಿ ಗಮನ ಸೆಳೆದರು. ಶಾಲೆಯ ಆಡಳಿತ ಮಂಡಳಿ, ಶಿಕ್ಷಕರು, ಪೋಷಕರು ಹಾಗೂ ವಿದ್ಯಾರ್ಥಿಗಳು ಕಾರ್ಯಕ್ರಮದಲ್ಲಿ ಭಾಗವಹಿಸಿದ್ದರು. ಭಾರತೀಯ ಸಂಸ್ಕೃತಿಯನ್ನು ಉಳಿಸಿ ಬೆಳೆಸುವ ಜವಾಬ್ದಾರಿ ನಮ್ಮೆಲ್ಲರ ಮೇಲಿದೆ ಎಂದು ಮುಖ್ಯ ಶಿಕ್ಷಕರು ತಿಳಿಸಿದರು. <box>20 1385 530 1416</box>
dolls-dateline: ಬಳ್ಳಾರಿ,ಸೆ.26: <box>20 1260 63 1269</box>
donation-dateline: ಬಳ್ಳಾರಿ,ಸೆ.26: <box>540 1308 583 1317</box>
donation-body: ಕಾಂಗ್ರೆಸ್ ಪಕ್ಷದ ಬಲವರ್ಧನೆಗಾಗಿ ಜಿಲ್ಲಾ ಕಾಂಗ್ರೆಸ್ ಸಮಿತಿ ಕಚೇರಿ ನಿರ್ಮಾಣಕ್ಕೆ ಹತ್ತು ಸಾವಿರ ಚದುರ ಅಡಿ ಸ್ಥಳವನ್ನು ಉದ್ಯಮಿ ಮುರಳಿಕೃಷ್ಣ ಅವರು ದಾನವಾಗಿ ನೀಡಿದರು. ಸ್ಥಳದ ದಾನಪತ್ರವನ್ನು ಜಿಲ್ಲಾ ಕಾಂಗ್ರೆಸ್ ಅಧ್ಯಕ್ಷರಿಗೆ ಹಸ್ತಾಂತರಿಸಿದರು. ಈ ಸಂದರ್ಭದಲ್ಲಿ ಶಾಸಕರು, ಮಾಜಿ ಸಚಿವರು, ಪಕ್ಷದ ಪದಾಧಿಕಾರಿಗಳು ಹಾಗೂ ಕಾರ್ಯಕರ್ತರು ಉಪಸ್ಥಿತರಿದ್ದರು. ಪಕ್ಷದ ಕಚೇರಿ ನಿರ್ಮಾಣದಿಂದ ಸಂಘಟನೆಗೆ ಮತ್ತಷ್ಟು ಶಕ್ತಿ ಬರಲಿದೆ ಎಂದು ಮುಖಂಡರು ಅಭಿಪ್ರಾಯಪಟ್ಟರು. ದಾನಿಗಳನ್ನು ಪಕ್ಷದ ವತಿಯಿಂದ ಸನ್ಮಾನಿಸಲಾಯಿತು. <box>540 1299 792 1383</box>
registration-marks-bottom <box>0 1564 945 1574</box>
dolls-story-top <box>20 1250 205 1375</box>
donation-story <box>540 1298 925 1503</box>
accident-headline: ನಾಯಿಗೆ ಡಿಕ್ಕಿ ತಪ್ಪಿಸಲು ಹೋಗಿ ಅಪಘಾತ <box>621 826 844 846</box>
teachers-credit: ಸುವರ್ಣವಾಹಿನಿ ಸುದ್ದಿ <box>20 946 76 955</box>
rni-number: RNI NO: KARKAN/2022/82651 <box>691 1526 856 1540</box>
donation-photo-right <box>657 1152 925 1294</box>
anganwadi-headline: ನೂತನ ಅಂಗನವಾಡಿ ಮತ್ತು ಗ್ರಂಥಾಲಯ ಕಟ್ಟಡಗಳ ಲೋಕಾರ್ಪಣೆಗೊಳಿಸಿದ ಶಾಸಕ ಜೆ.ಎನ್.ಗಣೇಶ್ <box>60 467 285 502</box>
anganwadi-dateline: ಕಂಪ್ಲಿ,ಸೆ.26: <box>20 616 59 625</box>
imprint-footer <box>20 1509 925 1541</box>
